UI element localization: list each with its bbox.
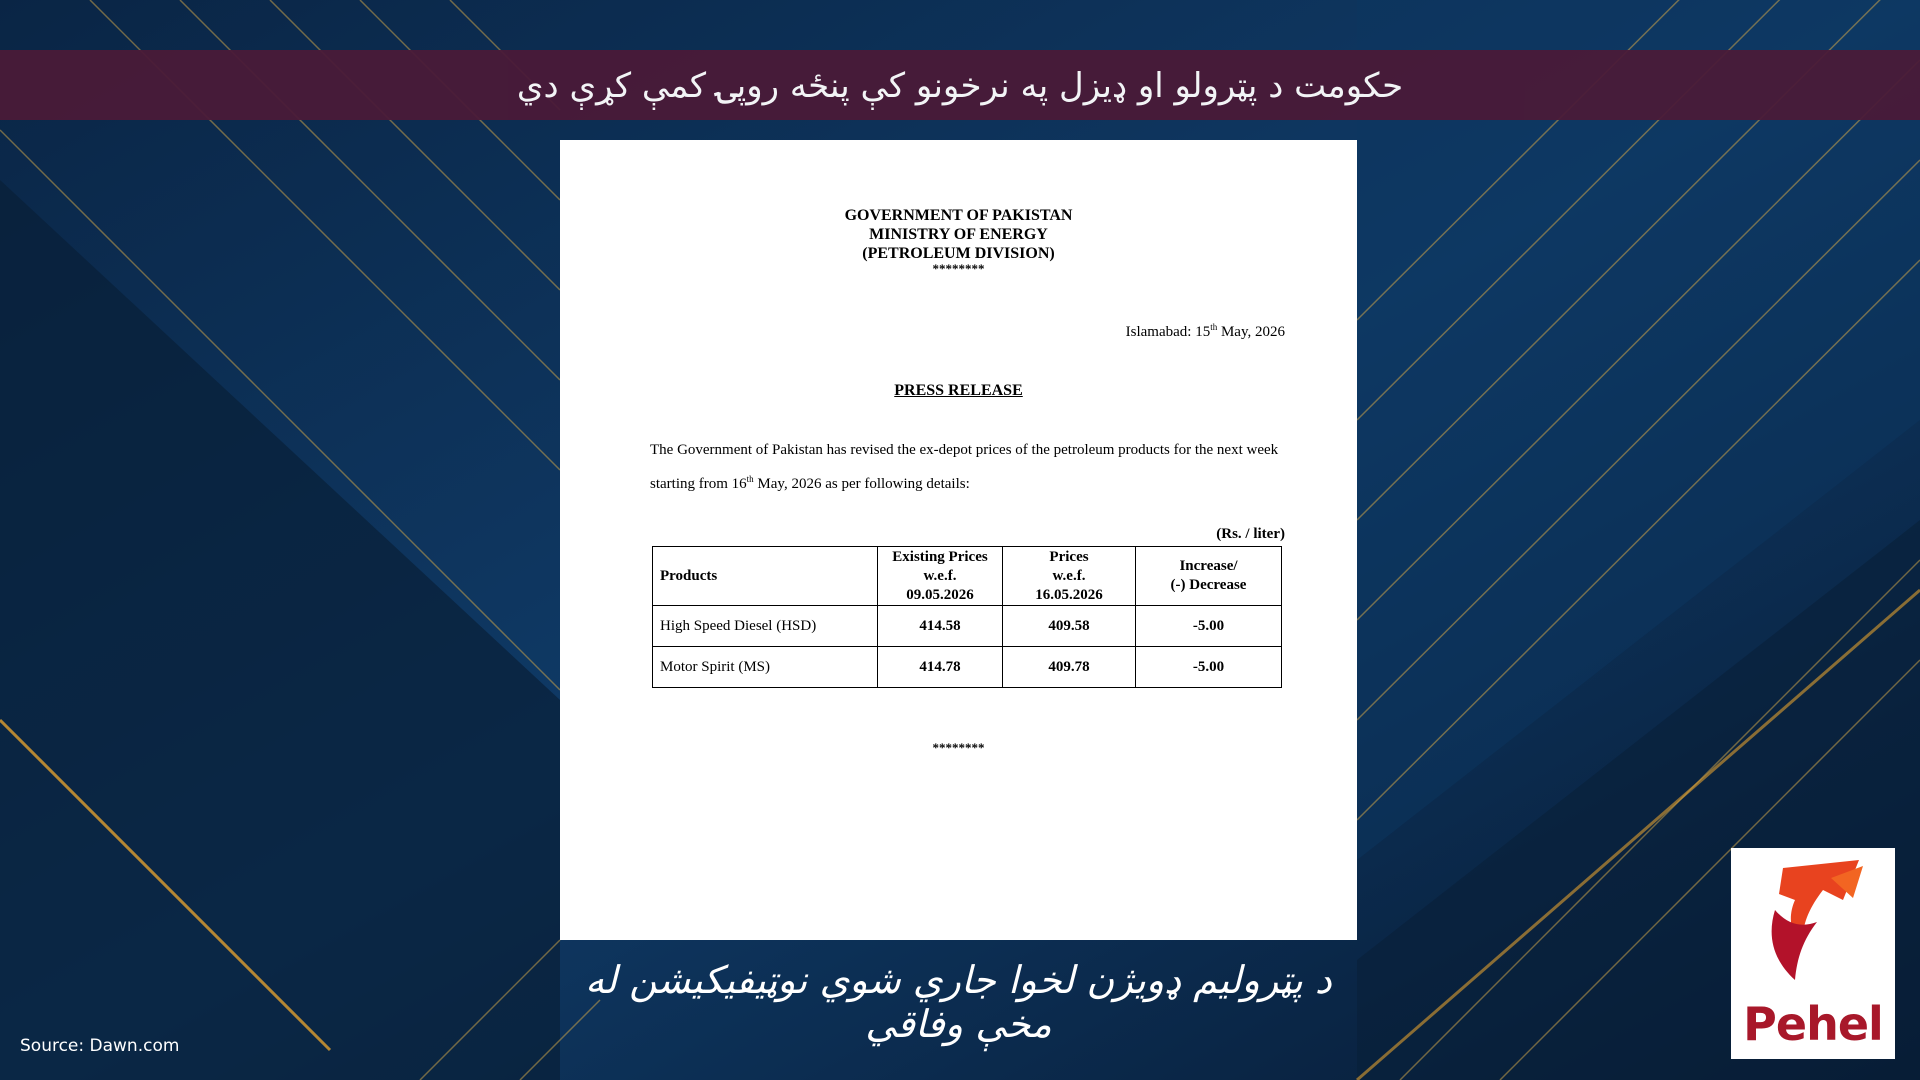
header-line-ministry: MINISTRY OF ENERGY [869, 226, 1048, 243]
cell-product: High Speed Diesel (HSD) [653, 606, 878, 647]
cell-change: -5.00 [1136, 606, 1282, 647]
header-line-division: (PETROLEUM DIVISION) [862, 245, 1055, 262]
source-credit: Source: Dawn.com [20, 1036, 180, 1056]
header-new-line3: 16.05.2026 [1035, 586, 1103, 603]
date-prefix: Islamabad: 15 [1125, 324, 1211, 340]
document-title: PRESS RELEASE [894, 382, 1023, 399]
header-products: Products [653, 547, 878, 606]
date-superscript: th [1210, 322, 1218, 332]
unit-label: (Rs. / liter) [1216, 526, 1285, 542]
header-change [1136, 547, 1282, 606]
header-existing-line2: w.e.f. [923, 567, 957, 584]
cell-new-price: 409.78 [1003, 647, 1136, 688]
headline-bar [0, 50, 1920, 120]
header-stars: ******** [932, 261, 985, 276]
header-change-line2: (-) Decrease [1170, 577, 1247, 593]
end-stars: ******** [932, 740, 985, 755]
subtitle-caption: د پټرولیم ډویژن لخوا جاري شوي نوټیفیکیشن له مخې وفاقي [585, 958, 1332, 1046]
document-date [1126, 322, 1285, 341]
cell-change: -5.00 [1136, 647, 1282, 688]
table-row [653, 647, 1282, 688]
header-existing-line1: Existing Prices [892, 548, 988, 565]
document-paragraph [650, 436, 1290, 499]
pehel-logo [1731, 848, 1895, 1059]
logo-text: Pehel [1743, 997, 1883, 1051]
document-header [560, 206, 1357, 275]
table-row [653, 606, 1282, 647]
paragraph-part2: May, 2026 as per following details: [753, 476, 970, 492]
header-existing-line3: 09.05.2026 [906, 586, 974, 603]
cell-new-price: 409.58 [1003, 606, 1136, 647]
header-new-prices [1003, 547, 1136, 606]
header-new-line2: w.e.f. [1052, 567, 1086, 584]
header-existing-prices [878, 547, 1003, 606]
paragraph-part1: The Government of Pakistan has revised the ex-depot prices of the petroleum products for the next week starting from 16 [650, 442, 1279, 492]
paragraph-superscript: th [746, 474, 754, 484]
table-header-row [653, 547, 1282, 606]
cell-existing-price: 414.58 [878, 606, 1003, 647]
header-new-line1: Prices [1049, 548, 1089, 565]
header-change-line1: Increase/ [1179, 558, 1238, 574]
header-line-government: GOVERNMENT OF PAKISTAN [844, 207, 1073, 224]
date-suffix: May, 2026 [1217, 324, 1285, 340]
prices-table [652, 546, 1282, 688]
cell-existing-price: 414.78 [878, 647, 1003, 688]
pehel-logo-icon [1731, 848, 1895, 998]
cell-product: Motor Spirit (MS) [653, 647, 878, 688]
press-release-document [560, 140, 1357, 940]
headline-text: حکومت د پټرولو او ډيزل په نرخونو کې پنځه روپۍ کمې کړې دي [516, 65, 1404, 106]
